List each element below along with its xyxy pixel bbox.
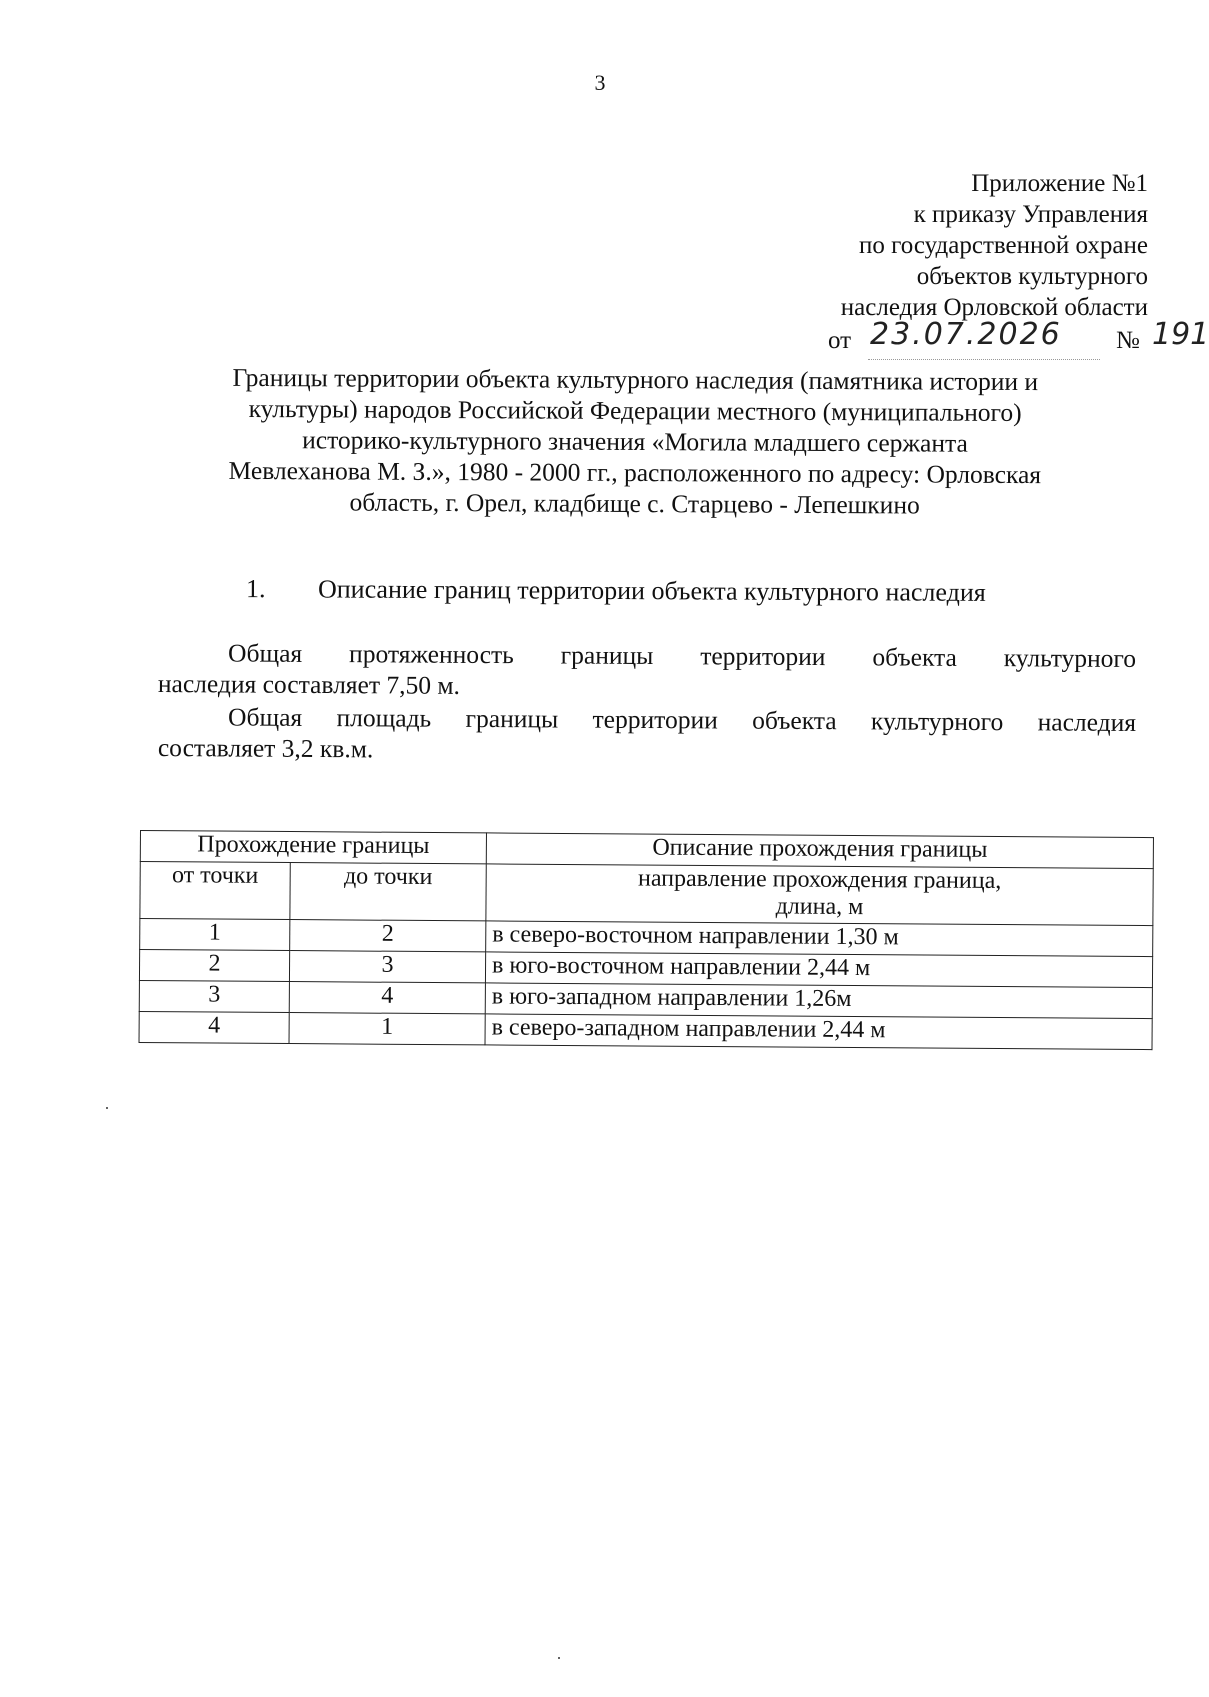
cell-from: 3 [139,980,289,1012]
appendix-line: объектов культурного [916,263,1148,290]
table-row [139,1011,1152,1049]
word: объекта [872,642,957,672]
word: объекта [752,705,837,736]
word: площадь [336,703,432,733]
col-to-header: до точки [290,863,486,921]
word: наследия [1037,707,1137,737]
cell-to: 4 [289,982,485,1014]
word: культурного [870,706,1004,737]
paragraph-length [158,637,1136,705]
table-subheader-row [140,862,1153,926]
title-line: область, г. Орел, кладбище с. Старцево - Лепешкино [349,487,920,520]
title-line: Границы территории объекта культурного наследия (памятника истории и [232,362,1039,397]
col-from-header: от точки [140,862,290,920]
desc-header: Описание прохождения границы [486,833,1153,869]
word: Общая [228,702,303,732]
paragraph-area [158,701,1136,769]
cell-desc: в юго-западном направлении 1,26м [485,983,1152,1019]
date-underline [868,359,1100,360]
word: культурного [1003,643,1137,673]
cell-to: 2 [290,920,486,952]
appendix-line: по государственной охране [858,232,1148,259]
col-desc-line: направление прохождения граница, [637,865,1002,895]
number-prefix: № [1116,327,1140,354]
cell-to: 1 [289,1013,485,1045]
cell-desc: в юго-восточном направлении 2,44 м [485,952,1152,988]
word: протяженность [349,639,514,670]
document-title [150,361,1121,521]
date-prefix: от [828,327,852,354]
cell-from: 4 [139,1011,289,1043]
scan-speck [558,1657,560,1659]
section-heading [246,574,986,608]
col-desc-line: длина, м [775,893,864,921]
word: границы [560,640,654,671]
handwritten-number: 191 [1152,317,1209,352]
cell-to: 3 [289,951,485,983]
cell-desc: в северо-западном направлении 2,44 м [485,1014,1152,1050]
word: Общая [228,638,303,668]
paragraph-tail: составляет 3,2 кв.м. [157,733,374,764]
appendix-block [841,168,1148,323]
appendix-line: Приложение №1 [971,170,1148,197]
cell-from: 1 [140,919,290,951]
paragraph-tail: наследия составляет 7,50 м. [157,669,461,700]
word: территории [700,641,826,672]
order-date-number-line [828,317,1209,363]
title-line: Мевлеханова М. З.», 1980 - 2000 гг., расположенного по адресу: Орловская [228,455,1042,490]
page-number: 3 [594,70,606,95]
cell-from: 2 [139,950,289,982]
handwritten-date: 23.07.2026 [870,317,1062,352]
col-desc-header [486,864,1153,926]
section-number: 1. [245,574,266,604]
appendix-line: к приказу Управления [913,201,1148,228]
title-line: историко-культурного значения «Могила младшего сержанта [302,425,968,458]
word: территории [592,704,718,735]
boundary-table [139,830,1154,1050]
title-line: культуры) народов Российской Федерации местного (муниципального) [248,393,1022,428]
word: границы [465,703,559,734]
scan-speck [106,1107,108,1109]
group-header: Прохождение границы [140,831,486,864]
appendix-line: наследия Орловской области [840,294,1148,321]
section-title: Описание границ территории объекта культурного наследия [317,574,986,607]
cell-desc: в северо-восточном направлении 1,30 м [486,921,1153,957]
